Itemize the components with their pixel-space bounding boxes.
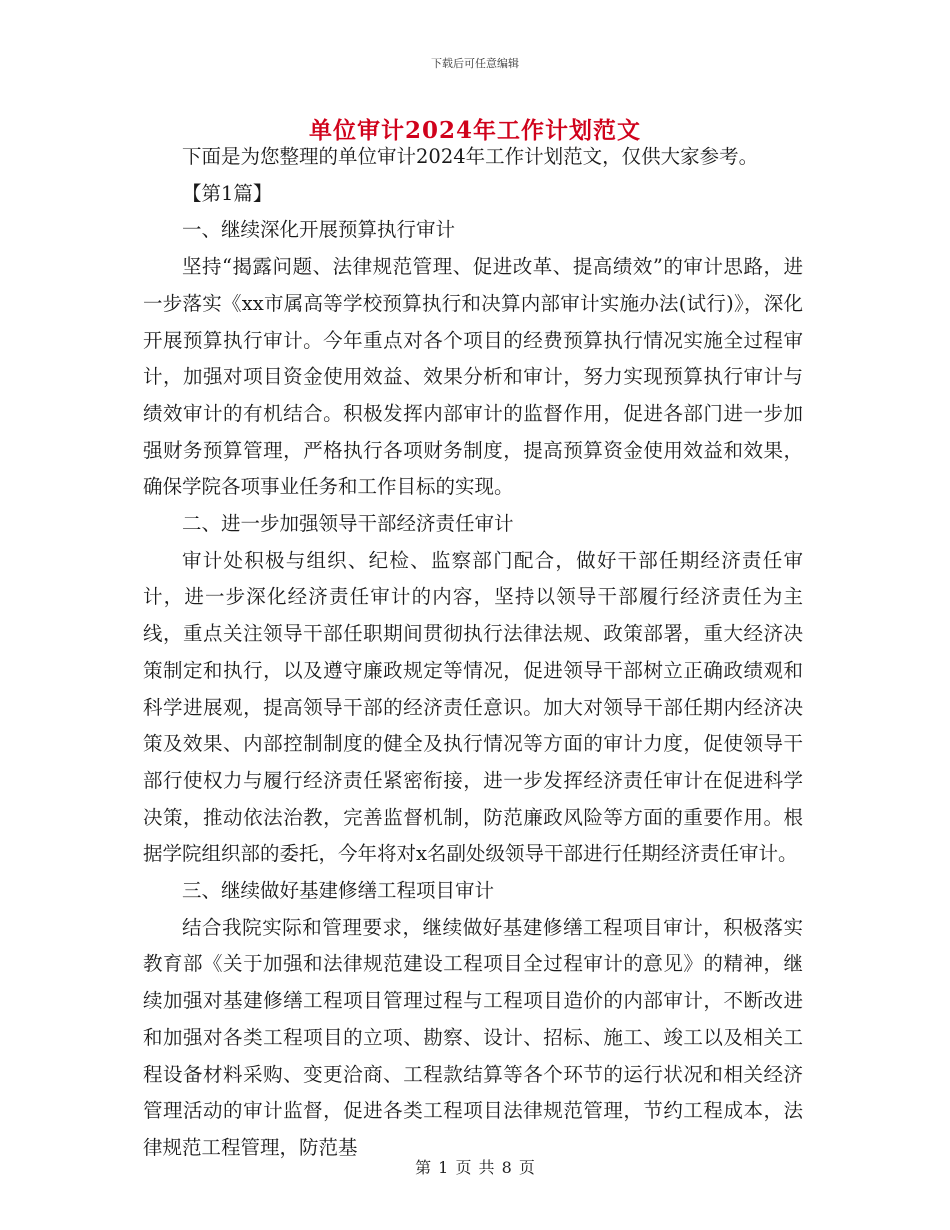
section-heading-3: 三、继续做好基建修缮工程项目审计	[182, 879, 495, 903]
body-paragraph-1: 坚持“揭露问题、法律规范管理、促进改革、提高绩效”的审计思路，进一步落实《xx市属高等学校预算执行和决算内部审计实施办法(试行)》，深化开展预算执行审计。今年重点对各个项目的经费预算执行情况实施全过程审计，加强对项目资金使用效益、效果分析和审计，努力实现预算执行审计与绩效审计的有机结合。积极发挥内部审计的监督作用，促进各部门进一步加强财务预算管理，严格执行各项财务制度，提高预算资金使用效益和效果，确保学院各项事业任务和工作目标的实现。	[143, 255, 803, 499]
body-paragraph-2: 审计处积极与组织、纪检、监察部门配合，做好干部任期经济责任审计，进一步深化经济责任审计的内容，坚持以领导干部履行经济责任为主线，重点关注领导干部任职期间贯彻执行法律法规、政策部署，重大经济决策制定和执行，以及遵守廉政规定等情况，促进领导干部树立正确政绩观和科学进展观，提高领导干部的经济责任意识。加大对领导干部任期内经济决策及效果、内部控制制度的健全及执行情况等方面的审计力度，促使领导干部行使权力与履行经济责任紧密衔接，进一步发挥经济责任审计在促进科学决策，推动依法治教，完善监督机制，防范廉政风险等方面的重要作用。根据学院组织部的委托，今年将对x名副处级领导干部进行任期经济责任审计。	[143, 548, 803, 866]
section-marker: 【第1篇】	[182, 181, 273, 205]
section-heading-1: 一、继续深化开展预算执行审计	[182, 218, 456, 242]
section-heading-2: 二、进一步加强领导干部经济责任审计	[182, 512, 514, 536]
document-body	[143, 139, 803, 1167]
intro-paragraph: 下面是为您整理的单位审计2024年工作计划范文，仅供大家参考。	[182, 145, 759, 168]
header-note: 下载后可任意编辑	[431, 57, 519, 70]
document-title: 单位审计2024年工作计划范文	[308, 117, 641, 144]
body-paragraph-3: 结合我院实际和管理要求，继续做好基建修缮工程项目审计，积极落实教育部《关于加强和法律规范建设工程项目全过程审计的意见》的精神，继续加强对基建修缮工程项目管理过程与工程项目造价的内部审计，不断改进和加强对各类工程项目的立项、勘察、设计、招标、施工、竣工以及相关工程设备材料采购、变更洽商、工程款结算等各个环节的运行状况和相关经济管理活动的审计监督，促进各类工程项目法律规范管理，节约工程成本，法律规范工程管理，防范基	[143, 915, 803, 1159]
page-indicator: 第 1 页 共 8 页	[415, 1158, 535, 1177]
